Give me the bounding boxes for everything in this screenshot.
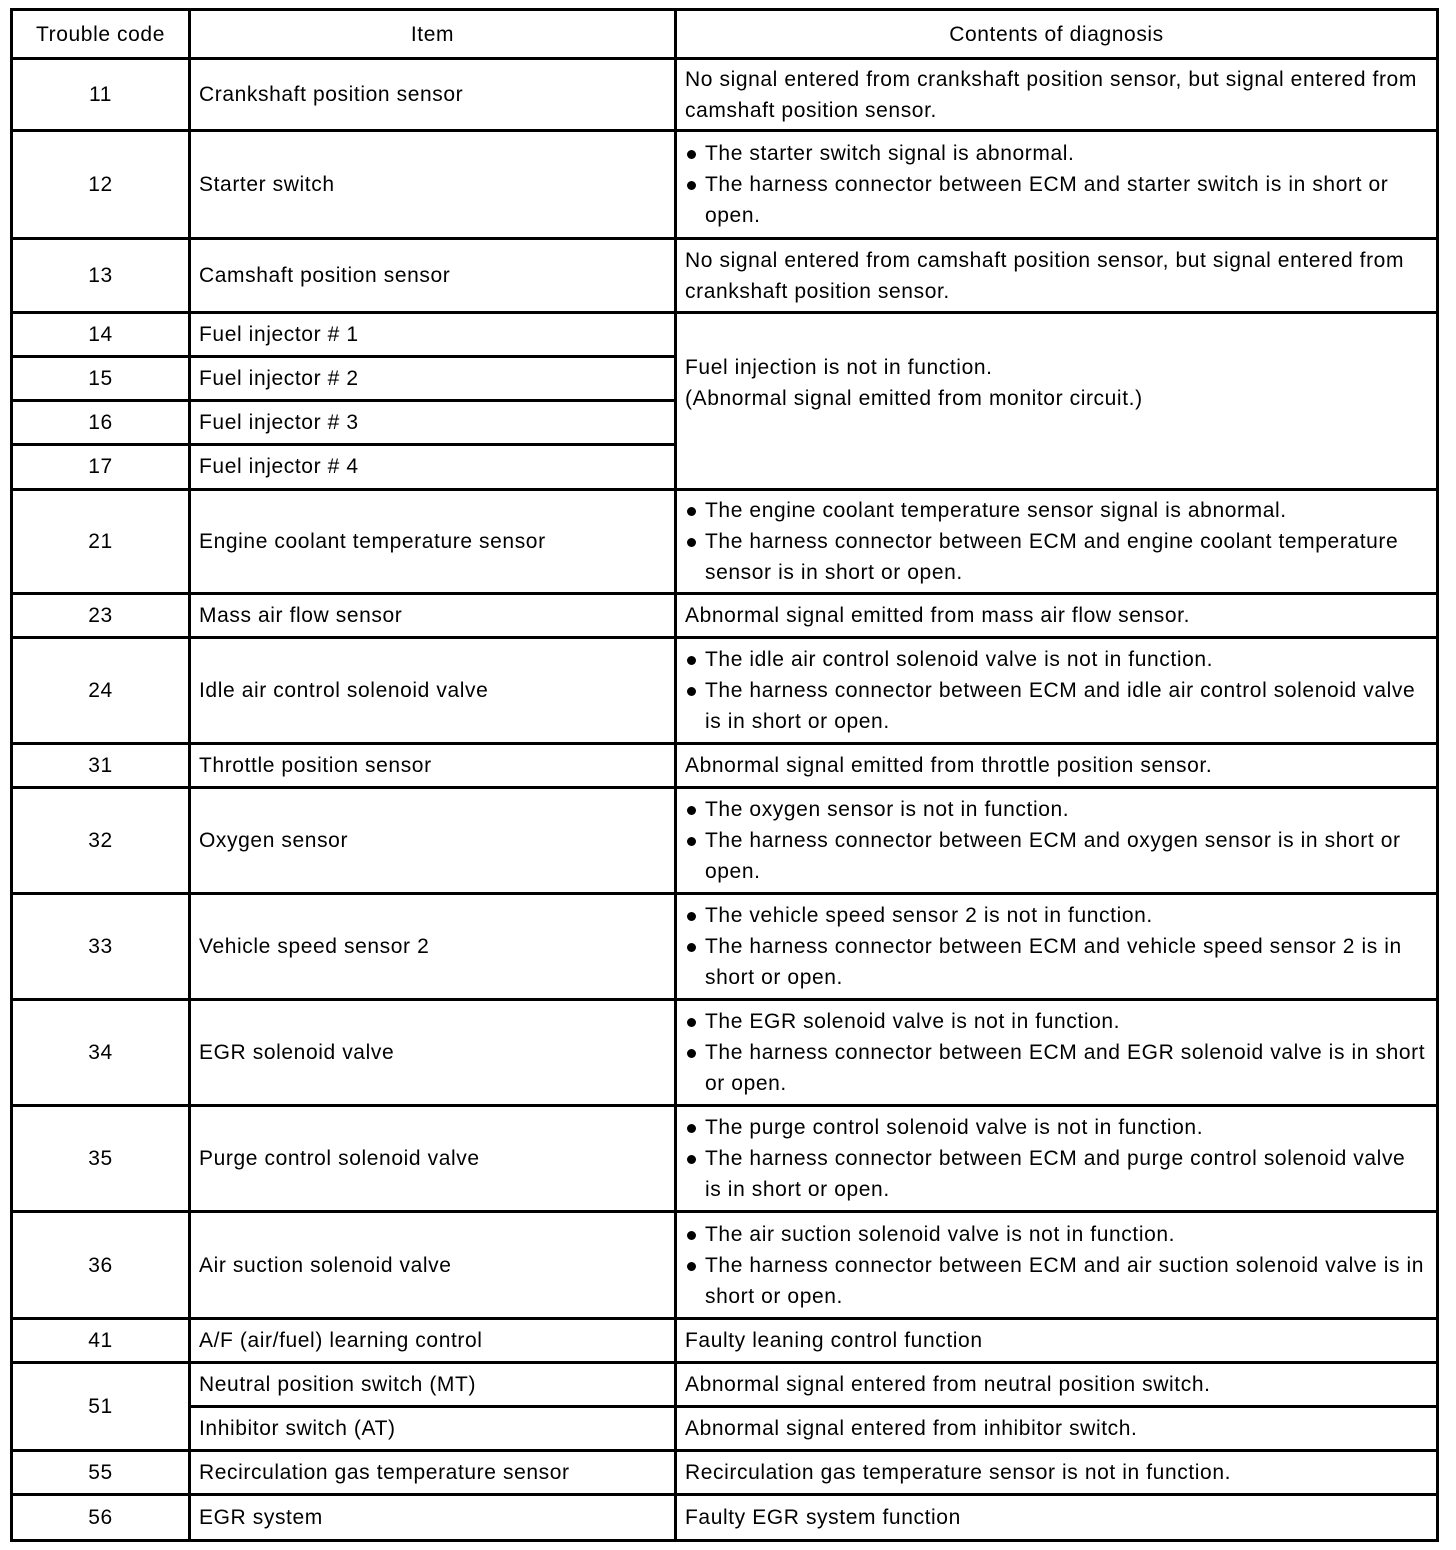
table-row	[12, 1000, 1438, 1106]
trouble-code: 32	[12, 787, 190, 893]
trouble-code: 56	[12, 1494, 190, 1540]
diagnosis-bullet: The idle air control solenoid valve is not in function.	[685, 644, 1428, 675]
diagnosis: Abnormal signal entered from inhibitor switch.	[676, 1406, 1438, 1450]
table-row	[12, 787, 1438, 893]
trouble-code: 21	[12, 489, 190, 593]
diagnosis-bullet: The harness connector between ECM and EGR solenoid valve is in short or open.	[685, 1037, 1428, 1099]
item-name: Oxygen sensor	[190, 787, 676, 893]
trouble-code: 17	[12, 445, 190, 489]
trouble-code: 34	[12, 1000, 190, 1106]
trouble-code: 23	[12, 593, 190, 637]
trouble-code: 31	[12, 743, 190, 787]
table-row	[12, 743, 1438, 787]
table-row	[12, 489, 1438, 593]
diagnosis	[676, 1000, 1438, 1106]
item-name: Engine coolant temperature sensor	[190, 489, 676, 593]
trouble-code: 13	[12, 239, 190, 313]
diagnosis: No signal entered from camshaft position sensor, but signal entered from crankshaft position sensor.	[676, 239, 1438, 313]
table-row	[12, 59, 1438, 131]
table-row	[12, 131, 1438, 239]
item-name: Throttle position sensor	[190, 743, 676, 787]
trouble-code: 14	[12, 313, 190, 357]
diagnosis-bullet: The oxygen sensor is not in function.	[685, 794, 1428, 825]
trouble-code: 51	[12, 1362, 190, 1450]
trouble-code: 41	[12, 1318, 190, 1362]
diagnosis-bullet: The harness connector between ECM and starter switch is in short or open.	[685, 169, 1428, 231]
diagnosis	[676, 1212, 1438, 1318]
item-name: A/F (air/fuel) learning control	[190, 1318, 676, 1362]
diagnosis-bullet: The EGR solenoid valve is not in function.	[685, 1006, 1428, 1037]
item-name: Recirculation gas temperature sensor	[190, 1450, 676, 1494]
diagnosis-bullet: The harness connector between ECM and idle air control solenoid valve is in short or open.	[685, 675, 1428, 737]
table-row	[12, 1406, 1438, 1450]
header-row	[12, 10, 1438, 59]
diagnosis	[676, 787, 1438, 893]
trouble-code: 55	[12, 1450, 190, 1494]
trouble-code: 24	[12, 637, 190, 743]
item-name: Crankshaft position sensor	[190, 59, 676, 131]
trouble-code-table-page	[10, 8, 1436, 1542]
diagnosis: Faulty leaning control function	[676, 1318, 1438, 1362]
header-contents: Contents of diagnosis	[676, 10, 1438, 59]
diagnosis	[676, 131, 1438, 239]
diagnosis: Abnormal signal emitted from mass air flow sensor.	[676, 593, 1438, 637]
trouble-code: 16	[12, 401, 190, 445]
diagnosis-bullet: The harness connector between ECM and vehicle speed sensor 2 is in short or open.	[685, 931, 1428, 993]
diagnosis	[676, 489, 1438, 593]
diagnosis: Abnormal signal entered from neutral position switch.	[676, 1362, 1438, 1406]
table-row	[12, 1362, 1438, 1406]
item-name: Fuel injector # 4	[190, 445, 676, 489]
diagnosis-bullet: The purge control solenoid valve is not in function.	[685, 1112, 1428, 1143]
diagnosis-bullet: The air suction solenoid valve is not in function.	[685, 1219, 1428, 1250]
table-row	[12, 313, 1438, 357]
table-row	[12, 239, 1438, 313]
item-name: EGR system	[190, 1494, 676, 1540]
item-name: Fuel injector # 1	[190, 313, 676, 357]
diagnosis	[676, 313, 1438, 489]
diagnosis	[676, 637, 1438, 743]
trouble-code: 35	[12, 1106, 190, 1212]
item-name: Fuel injector # 2	[190, 357, 676, 401]
trouble-code: 11	[12, 59, 190, 131]
table-row	[12, 1106, 1438, 1212]
diagnosis: Abnormal signal emitted from throttle position sensor.	[676, 743, 1438, 787]
item-name: Starter switch	[190, 131, 676, 239]
diagnosis-bullet: The harness connector between ECM and air suction solenoid valve is in short or open.	[685, 1250, 1428, 1312]
table-row	[12, 593, 1438, 637]
item-name: Inhibitor switch (AT)	[190, 1406, 676, 1450]
table-row	[12, 1318, 1438, 1362]
diagnosis: Faulty EGR system function	[676, 1494, 1438, 1540]
diagnosis-bullet: The vehicle speed sensor 2 is not in function.	[685, 900, 1428, 931]
diagnosis-line: Fuel injection is not in function.	[685, 355, 993, 379]
table-row	[12, 1212, 1438, 1318]
trouble-code: 33	[12, 894, 190, 1000]
diagnosis-bullet: The harness connector between ECM and purge control solenoid valve is in short or open.	[685, 1143, 1428, 1205]
item-name: Vehicle speed sensor 2	[190, 894, 676, 1000]
item-name: Air suction solenoid valve	[190, 1212, 676, 1318]
item-name: EGR solenoid valve	[190, 1000, 676, 1106]
table-row	[12, 1450, 1438, 1494]
item-name: Idle air control solenoid valve	[190, 637, 676, 743]
table-row	[12, 1494, 1438, 1540]
diagnosis	[676, 894, 1438, 1000]
table-row	[12, 637, 1438, 743]
diagnosis: Recirculation gas temperature sensor is not in function.	[676, 1450, 1438, 1494]
trouble-code: 12	[12, 131, 190, 239]
trouble-code: 15	[12, 357, 190, 401]
diagnosis-bullet: The engine coolant temperature sensor signal is abnormal.	[685, 495, 1428, 526]
header-trouble-code: Trouble code	[12, 10, 190, 59]
item-name: Fuel injector # 3	[190, 401, 676, 445]
diagnosis-bullet: The harness connector between ECM and engine coolant temperature sensor is in short or open.	[685, 526, 1428, 588]
trouble-code-table	[10, 8, 1439, 1542]
item-name: Neutral position switch (MT)	[190, 1362, 676, 1406]
diagnosis: No signal entered from crankshaft position sensor, but signal entered from camshaft position sensor.	[676, 59, 1438, 131]
diagnosis	[676, 1106, 1438, 1212]
item-name: Camshaft position sensor	[190, 239, 676, 313]
item-name: Mass air flow sensor	[190, 593, 676, 637]
diagnosis-line: (Abnormal signal emitted from monitor circuit.)	[685, 386, 1143, 410]
diagnosis-bullet: The harness connector between ECM and oxygen sensor is in short or open.	[685, 825, 1428, 887]
diagnosis-bullet: The starter switch signal is abnormal.	[685, 138, 1428, 169]
trouble-code: 36	[12, 1212, 190, 1318]
header-item: Item	[190, 10, 676, 59]
item-name: Purge control solenoid valve	[190, 1106, 676, 1212]
table-row	[12, 894, 1438, 1000]
